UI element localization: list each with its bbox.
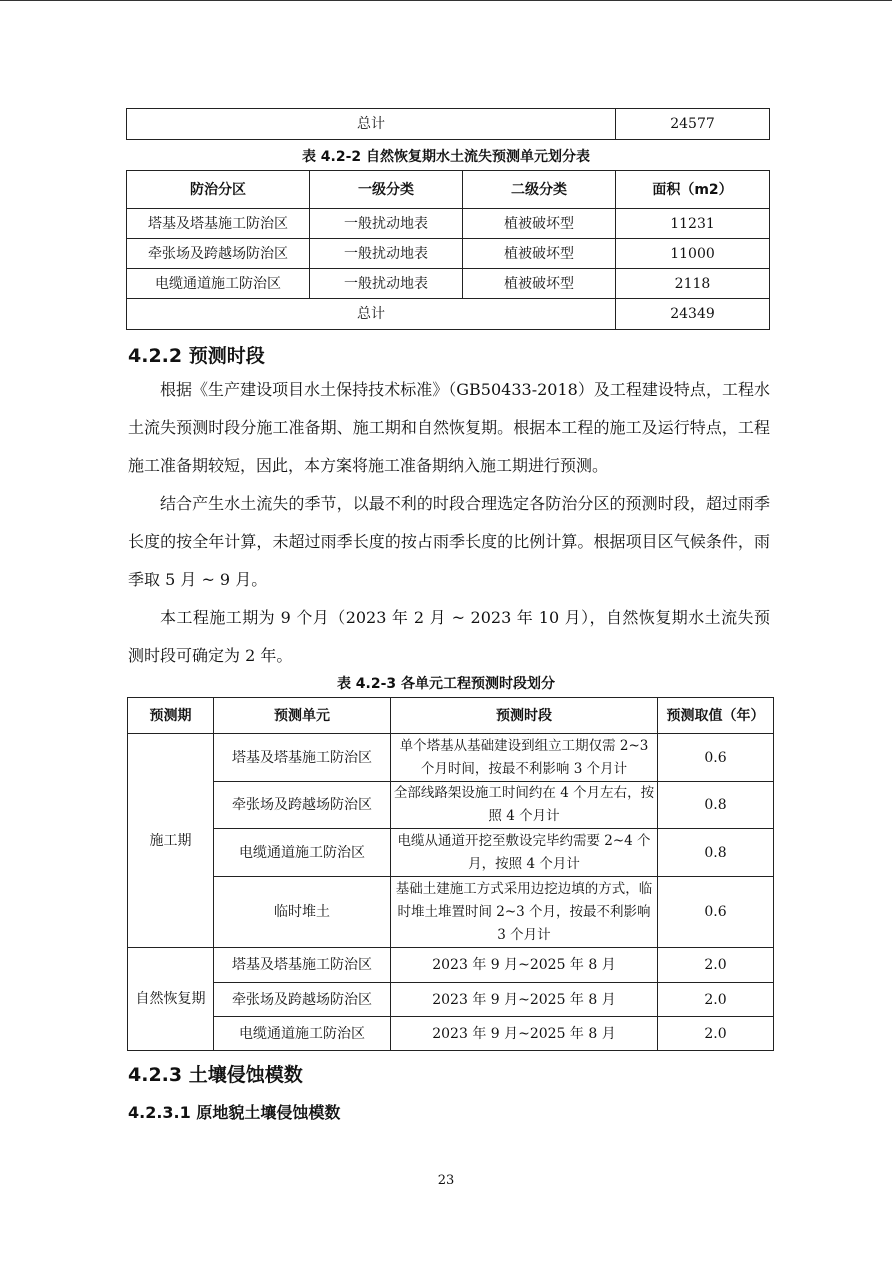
table-cell: 牵张场及跨越场防治区 bbox=[214, 782, 391, 829]
table-row bbox=[128, 782, 774, 829]
table-cell: 一般扰动地表 bbox=[310, 209, 463, 239]
table-row bbox=[127, 239, 770, 269]
table-row bbox=[127, 209, 770, 239]
table-cell: 0.6 bbox=[658, 877, 774, 948]
total-value: 24577 bbox=[616, 109, 770, 140]
table-cell: 植被破坏型 bbox=[463, 209, 616, 239]
table-cell: 牵张场及跨越场防治区 bbox=[214, 983, 391, 1017]
table-cell: 电缆从通道开挖至敷设完毕约需要 2~4 个月，按照 4 个月计 bbox=[391, 829, 658, 877]
total-value: 24349 bbox=[616, 299, 770, 330]
table-cell: 2.0 bbox=[658, 948, 774, 983]
table-cell: 基础土建施工方式采用边挖边填的方式，临时堆土堆置时间 2~3 个月，按最不利影响 3 个月计 bbox=[391, 877, 658, 948]
header-cell: 一级分类 bbox=[310, 171, 463, 209]
page-number: 23 bbox=[437, 1173, 455, 1188]
header-cell: 预测时段 bbox=[391, 698, 658, 734]
table-row bbox=[128, 1017, 774, 1051]
table-cell: 植被破坏型 bbox=[463, 269, 616, 299]
table-row bbox=[128, 734, 774, 782]
table-cell: 电缆通道施工防治区 bbox=[214, 1017, 391, 1051]
table-cell: 11231 bbox=[616, 209, 770, 239]
table-cell: 0.6 bbox=[658, 734, 774, 782]
table-caption: 表 4.2-3 各单元工程预测时段划分 bbox=[336, 676, 556, 692]
total-label: 总计 bbox=[127, 109, 616, 140]
table-cell: 2.0 bbox=[658, 1017, 774, 1051]
subsection-heading: 4.2.3.1 原地貌土壤侵蚀模数 bbox=[128, 1103, 341, 1122]
header-cell: 预测取值（年） bbox=[658, 698, 774, 734]
table-cell: 塔基及塔基施工防治区 bbox=[127, 209, 310, 239]
table-cell: 0.8 bbox=[658, 782, 774, 829]
table-cell: 2023 年 9 月~2025 年 8 月 bbox=[391, 1017, 658, 1051]
header-cell: 预测期 bbox=[128, 698, 214, 734]
table-row bbox=[128, 948, 774, 983]
top-border-line bbox=[0, 0, 892, 1]
header-cell: 预测单元 bbox=[214, 698, 391, 734]
table-cell: 全部线路架设施工时间约在 4 个月左右，按照 4 个月计 bbox=[391, 782, 658, 829]
table-total-row bbox=[127, 299, 770, 330]
table-cell: 临时堆土 bbox=[214, 877, 391, 948]
table-row bbox=[128, 829, 774, 877]
header-cell: 防治分区 bbox=[127, 171, 310, 209]
total-label: 总计 bbox=[127, 299, 616, 330]
table-caption: 表 4.2-2 自然恢复期水土流失预测单元划分表 bbox=[301, 149, 591, 165]
table-cell: 0.8 bbox=[658, 829, 774, 877]
table-4-2-3 bbox=[127, 697, 774, 1051]
previous-table-total bbox=[126, 108, 770, 140]
header-cell: 二级分类 bbox=[463, 171, 616, 209]
table-row bbox=[127, 269, 770, 299]
table-cell: 单个塔基从基础建设到组立工期仅需 2~3 个月时间，按最不利影响 3 个月计 bbox=[391, 734, 658, 782]
table-cell: 塔基及塔基施工防治区 bbox=[214, 948, 391, 983]
table-4-2-2 bbox=[126, 170, 770, 330]
period-cell: 自然恢复期 bbox=[128, 948, 214, 1051]
paragraph: 根据《生产建设项目水土保持技术标准》（GB50433-2018）及工程建设特点，工程水土流失预测时段分施工准备期、施工期和自然恢复期。根据本工程的施工及运行特点，工程施工准备期较短，因此，本方案将施工准备期纳入施工期进行预测。 bbox=[128, 380, 770, 475]
paragraph: 结合产生水土流失的季节，以最不利的时段合理选定各防治分区的预测时段，超过雨季长度的按全年计算，未超过雨季长度的按占雨季长度的比例计算。根据项目区气候条件，雨季取 5 月 ~ 9 月。 bbox=[128, 494, 770, 589]
section-heading: 4.2.2 预测时段 bbox=[128, 345, 265, 367]
table-cell: 电缆通道施工防治区 bbox=[214, 829, 391, 877]
table-cell: 2023 年 9 月~2025 年 8 月 bbox=[391, 948, 658, 983]
header-cell: 面积（m2） bbox=[616, 171, 770, 209]
table-cell: 2118 bbox=[616, 269, 770, 299]
table-cell: 牵张场及跨越场防治区 bbox=[127, 239, 310, 269]
table-cell: 2.0 bbox=[658, 983, 774, 1017]
table-cell: 电缆通道施工防治区 bbox=[127, 269, 310, 299]
period-cell: 施工期 bbox=[128, 734, 214, 948]
table-cell: 塔基及塔基施工防治区 bbox=[214, 734, 391, 782]
table-cell: 植被破坏型 bbox=[463, 239, 616, 269]
paragraph: 本工程施工期为 9 个月（2023 年 2 月 ~ 2023 年 10 月），自然恢复期水土流失预测时段可确定为 2 年。 bbox=[128, 608, 770, 665]
table-cell: 2023 年 9 月~2025 年 8 月 bbox=[391, 983, 658, 1017]
table-cell: 11000 bbox=[616, 239, 770, 269]
table-row bbox=[128, 877, 774, 948]
table-cell: 一般扰动地表 bbox=[310, 269, 463, 299]
table-cell: 一般扰动地表 bbox=[310, 239, 463, 269]
section-heading: 4.2.3 土壤侵蚀模数 bbox=[128, 1064, 303, 1086]
table-row bbox=[128, 983, 774, 1017]
